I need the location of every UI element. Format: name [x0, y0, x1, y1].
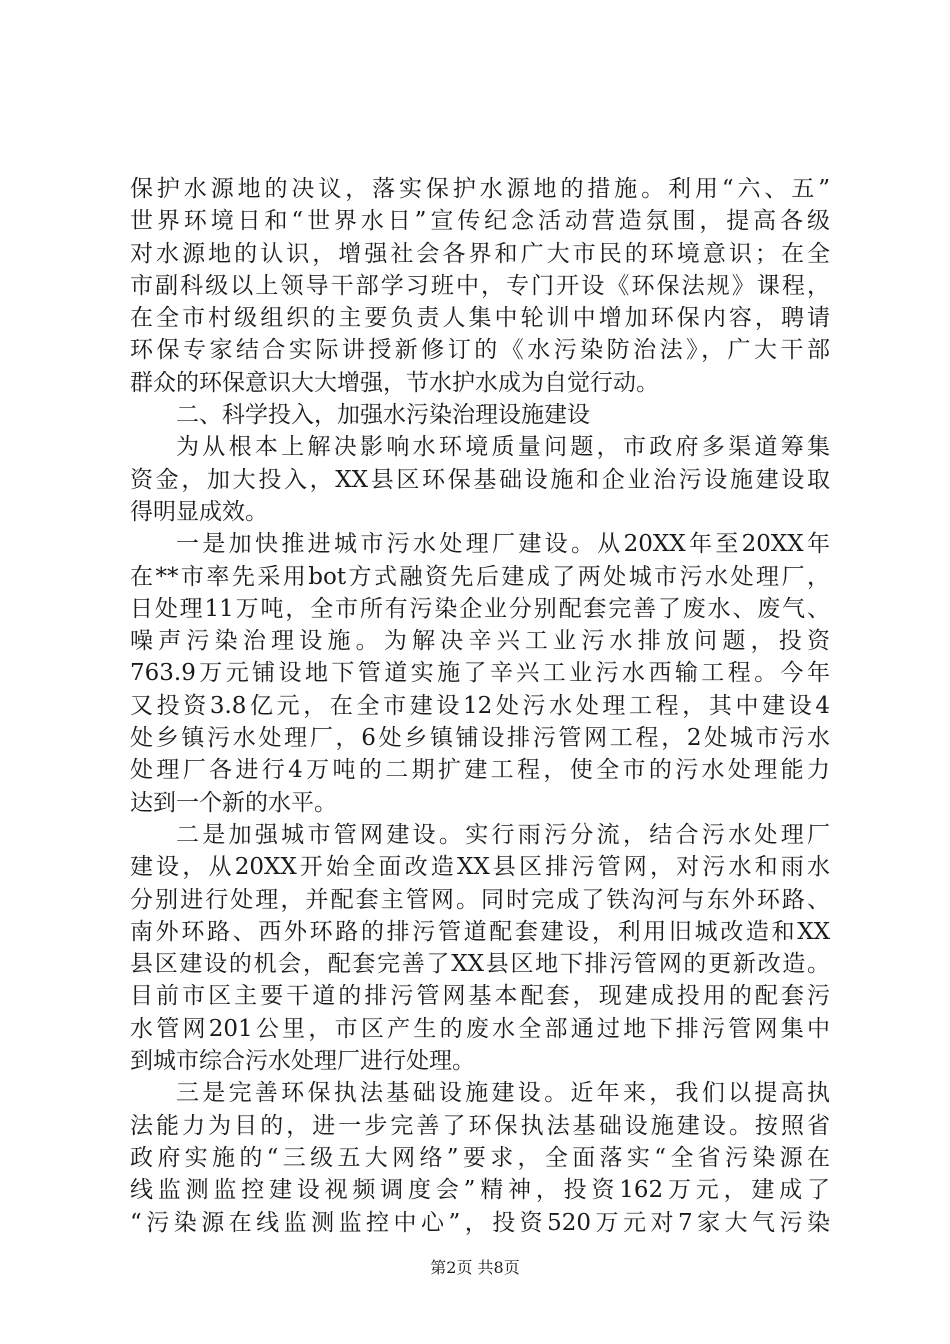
text-line: 二是加强城市管网建设。实行雨污分流，结合污水处理厂 [176, 821, 830, 848]
text-line: 达到一个新的水平。 [130, 789, 337, 816]
text-line: 对水源地的认识，增强社会各界和广大市民的环境意识；在全 [130, 240, 830, 267]
text-line: 在全市村级组织的主要负责人集中轮训中增加环保内容，聘请 [130, 305, 830, 332]
text-line: 保护水源地的决议，落实保护水源地的措施。利用“六、五” [130, 176, 830, 202]
text-line: 县区建设的机会，配套完善了XX县区地下排污管网的更新改造。 [130, 951, 830, 978]
text-line: 环保专家结合实际讲授新修订的《水污染防治法》，广大干部 [130, 337, 830, 364]
text-line: 世界环境日和“世界水日”宣传纪念活动营造氛围，提高各级 [130, 208, 830, 235]
text-line: 建设，从20XX开始全面改造XX县区排污管网，对污水和雨水 [130, 854, 830, 881]
text-line: 法能力为目的，进一步完善了环保执法基础设施建设。按照省 [130, 1112, 830, 1139]
text-line: 政府实施的“三级五大网络”要求，全面落实“全省污染源在 [130, 1144, 830, 1171]
page-footer: 第2页 共8页 [430, 1258, 520, 1277]
text-line: 南外环路、西外环路的排污管道配套建设，利用旧城改造和XX [130, 918, 830, 945]
text-line: 日处理11万吨，全市所有污染企业分别配套完善了废水、废气、 [130, 595, 830, 622]
text-line: 二、科学投入，加强水污染治理设施建设 [176, 402, 590, 429]
text-line: 群众的环保意识大大增强，节水护水成为自觉行动。 [130, 369, 659, 396]
text-line: 处乡镇污水处理厂，6处乡镇铺设排污管网工程，2处城市污水 [130, 725, 830, 752]
text-line: 在**市率先采用bot方式融资先后建成了两处城市污水处理厂， [130, 563, 830, 590]
text-line: 一是加快推进城市污水处理厂建设。从20XX年至20XX年 [176, 531, 830, 558]
text-line: 线监测监控建设视频调度会”精神，投资162万元，建成了 [130, 1177, 830, 1204]
text-line: 三是完善环保执法基础设施建设。近年来，我们以提高执 [176, 1080, 830, 1107]
text-line: 又投资3.8亿元，在全市建设12处污水处理工程，其中建设4 [130, 692, 830, 719]
text-line: 噪声污染治理设施。为解决辛兴工业污水排放问题，投资 [130, 628, 830, 655]
text-line: 市副科级以上领导干部学习班中，专门开设《环保法规》课程， [130, 272, 830, 299]
text-line: 资金，加大投入，XX县区环保基础设施和企业治污设施建设取 [130, 466, 830, 493]
text-line: 到城市综合污水处理厂进行处理。 [130, 1048, 475, 1075]
text-line: 763.9万元铺设地下管道实施了辛兴工业污水西输工程。今年 [130, 660, 830, 687]
text-line: 为从根本上解决影响水环境质量问题，市政府多渠道筹集 [176, 434, 830, 461]
text-line: “污染源在线监测监控中心”，投资520万元对7家大气污染 [130, 1209, 830, 1236]
text-line: 得明显成效。 [130, 498, 268, 525]
text-line: 处理厂各进行4万吨的二期扩建工程，使全市的污水处理能力 [130, 757, 830, 784]
text-line: 水管网201公里，市区产生的废水全部通过地下排污管网集中 [130, 1015, 830, 1042]
text-line: 分别进行处理，并配套主管网。同时完成了铁沟河与东外环路、 [130, 886, 830, 913]
text-line: 目前市区主要干道的排污管网基本配套，现建成投用的配套污 [130, 983, 830, 1010]
document-body [130, 173, 830, 1239]
